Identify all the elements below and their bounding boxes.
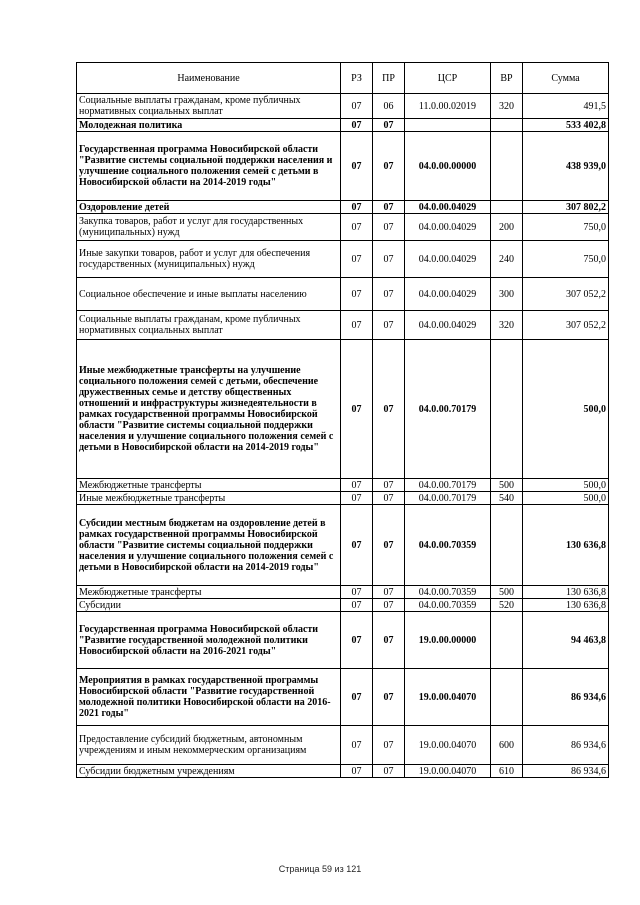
cell-name: Субсидии местным бюджетам на оздоровление детей в рамках государственной программы Новосибирской области "Развитие системы социальной поддержки населения и улучшение социального положения семей с детьми в Новосибирской области на 2014-2019 годы" [77,505,341,586]
table-row [77,94,609,119]
cell-sum: 307 052,2 [523,311,609,340]
cell-csr: 04.0.00.70359 [405,505,491,586]
table-row [77,278,609,311]
cell-csr: 19.0.00.04070 [405,765,491,778]
cell-sum: 86 934,6 [523,726,609,765]
cell-sum: 500,0 [523,492,609,505]
cell-sum: 86 934,6 [523,669,609,726]
cell-vr: 520 [491,599,523,612]
cell-csr: 04.0.00.70179 [405,340,491,479]
cell-rz: 07 [341,479,373,492]
cell-sum: 750,0 [523,241,609,278]
cell-csr: 04.0.00.04029 [405,214,491,241]
cell-rz: 07 [341,340,373,479]
cell-rz: 07 [341,505,373,586]
table-row [77,214,609,241]
table-header-row [77,63,609,94]
cell-pr: 07 [373,669,405,726]
cell-vr: 320 [491,94,523,119]
cell-vr: 540 [491,492,523,505]
cell-sum: 130 636,8 [523,599,609,612]
budget-table [76,62,609,778]
cell-rz: 07 [341,94,373,119]
cell-rz: 07 [341,241,373,278]
table-row [77,492,609,505]
cell-vr [491,669,523,726]
cell-sum: 491,5 [523,94,609,119]
cell-name: Государственная программа Новосибирской области "Развитие государственной молодежной политики Новосибирской области на 2016-2021 годы" [77,612,341,669]
cell-name: Предоставление субсидий бюджетным, автономным учреждениям и иным некоммерческим организациям [77,726,341,765]
cell-vr [491,505,523,586]
cell-pr: 07 [373,241,405,278]
cell-pr: 07 [373,612,405,669]
cell-pr: 07 [373,132,405,201]
page-number: Страница 59 из 121 [278,864,362,874]
table-row [77,132,609,201]
table-row [77,505,609,586]
cell-sum: 130 636,8 [523,586,609,599]
cell-rz: 07 [341,214,373,241]
cell-rz: 07 [341,132,373,201]
cell-vr [491,119,523,132]
cell-pr: 07 [373,340,405,479]
cell-pr: 07 [373,278,405,311]
cell-csr: 19.0.00.04070 [405,726,491,765]
table-row [77,311,609,340]
table-row [77,201,609,214]
cell-rz: 07 [341,726,373,765]
cell-vr: 300 [491,278,523,311]
cell-csr: 19.0.00.04070 [405,669,491,726]
col-header-csr: ЦСР [405,63,491,94]
cell-name: Государственная программа Новосибирской области "Развитие системы социальной поддержки населения и улучшение социального положения семей с детьми в Новосибирской области на 2014-2019 годы" [77,132,341,201]
cell-rz: 07 [341,311,373,340]
cell-sum: 533 402,8 [523,119,609,132]
cell-name: Иные межбюджетные трансферты на улучшение социального положения семей с детьми, обеспечение дружественных семье и детству общественных отношений и инфраструктуры жизнедеятельности в рамках государственной программы Новосибирской области "Развитие системы социальной поддержки населения и улучшение социального положения семей с детьми в Новосибирской области на 2014-2019 годы" [77,340,341,479]
cell-vr: 240 [491,241,523,278]
cell-name: Иные межбюджетные трансферты [77,492,341,505]
table-body [77,94,609,778]
cell-csr: 04.0.00.70359 [405,586,491,599]
cell-rz: 07 [341,765,373,778]
table-row [77,119,609,132]
col-header-pr: ПР [373,63,405,94]
cell-csr: 19.0.00.00000 [405,612,491,669]
cell-vr: 600 [491,726,523,765]
table-row [77,765,609,778]
table-row [77,599,609,612]
cell-csr: 04.0.00.70179 [405,492,491,505]
cell-pr: 07 [373,201,405,214]
table-row [77,586,609,599]
cell-sum: 500,0 [523,340,609,479]
cell-sum: 307 052,2 [523,278,609,311]
cell-pr: 07 [373,599,405,612]
cell-sum: 130 636,8 [523,505,609,586]
cell-vr [491,612,523,669]
cell-pr: 07 [373,765,405,778]
cell-pr: 07 [373,119,405,132]
cell-name: Социальные выплаты гражданам, кроме публичных нормативных социальных выплат [77,311,341,340]
cell-vr: 200 [491,214,523,241]
col-header-rz: РЗ [341,63,373,94]
cell-name: Межбюджетные трансферты [77,479,341,492]
cell-pr: 07 [373,214,405,241]
cell-csr: 04.0.00.04029 [405,278,491,311]
cell-rz: 07 [341,492,373,505]
cell-name: Социальные выплаты гражданам, кроме публичных нормативных социальных выплат [77,94,341,119]
col-header-vr: ВР [491,63,523,94]
cell-vr: 610 [491,765,523,778]
cell-rz: 07 [341,278,373,311]
cell-vr: 500 [491,479,523,492]
cell-name: Межбюджетные трансферты [77,586,341,599]
table-row [77,340,609,479]
cell-csr [405,119,491,132]
cell-sum: 307 802,2 [523,201,609,214]
cell-name: Закупка товаров, работ и услуг для государственных (муниципальных) нужд [77,214,341,241]
table-row [77,726,609,765]
table-row [77,241,609,278]
cell-pr: 07 [373,311,405,340]
cell-rz: 07 [341,612,373,669]
cell-pr: 07 [373,492,405,505]
cell-name: Мероприятия в рамках государственной программы Новосибирской области "Развитие государственной молодежной политики Новосибирской области на 2016-2021 годы" [77,669,341,726]
table-row [77,479,609,492]
cell-pr: 07 [373,726,405,765]
cell-pr: 07 [373,479,405,492]
cell-csr: 04.0.00.04029 [405,201,491,214]
cell-sum: 86 934,6 [523,765,609,778]
cell-sum: 750,0 [523,214,609,241]
cell-name: Социальное обеспечение и иные выплаты населению [77,278,341,311]
cell-csr: 04.0.00.04029 [405,241,491,278]
col-header-sum: Сумма [523,63,609,94]
cell-csr: 04.0.00.04029 [405,311,491,340]
cell-csr: 04.0.00.00000 [405,132,491,201]
cell-sum: 500,0 [523,479,609,492]
cell-name: Субсидии [77,599,341,612]
cell-rz: 07 [341,119,373,132]
cell-rz: 07 [341,669,373,726]
cell-vr: 500 [491,586,523,599]
cell-vr: 320 [491,311,523,340]
cell-vr [491,201,523,214]
cell-name: Субсидии бюджетным учреждениям [77,765,341,778]
cell-csr: 04.0.00.70359 [405,599,491,612]
cell-rz: 07 [341,599,373,612]
col-header-name: Наименование [77,63,341,94]
cell-name: Иные закупки товаров, работ и услуг для обеспечения государственных (муниципальных) нужд [77,241,341,278]
cell-csr: 04.0.00.70179 [405,479,491,492]
cell-vr [491,340,523,479]
cell-rz: 07 [341,586,373,599]
cell-pr: 06 [373,94,405,119]
cell-vr [491,132,523,201]
cell-name: Оздоровление детей [77,201,341,214]
cell-sum: 438 939,0 [523,132,609,201]
cell-rz: 07 [341,201,373,214]
cell-name: Молодежная политика [77,119,341,132]
cell-pr: 07 [373,505,405,586]
table-row [77,669,609,726]
cell-csr: 11.0.00.02019 [405,94,491,119]
cell-sum: 94 463,8 [523,612,609,669]
cell-pr: 07 [373,586,405,599]
table-row [77,612,609,669]
